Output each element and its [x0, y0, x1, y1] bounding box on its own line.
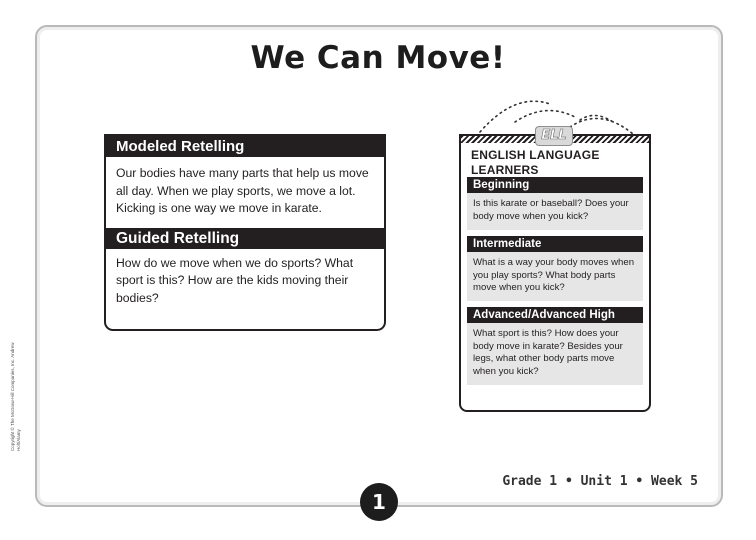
ell-level-intermediate-text: What is a way your body moves when you play sports? What body parts move when you kick?	[467, 252, 643, 301]
grade-unit-week-label: Grade 1 • Unit 1 • Week 5	[502, 474, 698, 489]
ell-level-intermediate-heading: Intermediate	[467, 236, 643, 252]
copyright-notice: Copyright © The McGraw-Hill Companies, Inc. Andrew Holt/Alamy	[10, 342, 21, 451]
page-title: We Can Move!	[250, 40, 506, 76]
ell-header: ENGLISH LANGUAGE LEARNERS	[471, 148, 600, 177]
ell-box	[459, 134, 651, 412]
ell-level-advanced-text: What sport is this? How does your body move in karate? Besides your legs, what other body parts move when you kick?	[467, 323, 643, 385]
ell-badge: ELL	[535, 126, 573, 146]
modeled-retelling-text: Our bodies have many parts that help us move all day. When we play sports, we move a lot. Kicking is one way we move in karate.	[116, 166, 369, 215]
modeled-retelling-heading: Modeled Retelling	[106, 136, 384, 157]
ell-level-advanced-heading: Advanced/Advanced High	[467, 307, 643, 323]
ell-level-beginning-text: Is this karate or baseball? Does your body move when you kick?	[467, 193, 643, 230]
guided-retelling-heading: Guided Retelling	[106, 228, 384, 249]
ell-level-beginning-heading: Beginning	[467, 177, 643, 193]
page-number: 1	[360, 483, 398, 521]
guided-retelling-text: How do we move when we do sports? What sport is this? How are the kids moving their bodies?	[116, 255, 354, 305]
retelling-box	[104, 134, 386, 331]
